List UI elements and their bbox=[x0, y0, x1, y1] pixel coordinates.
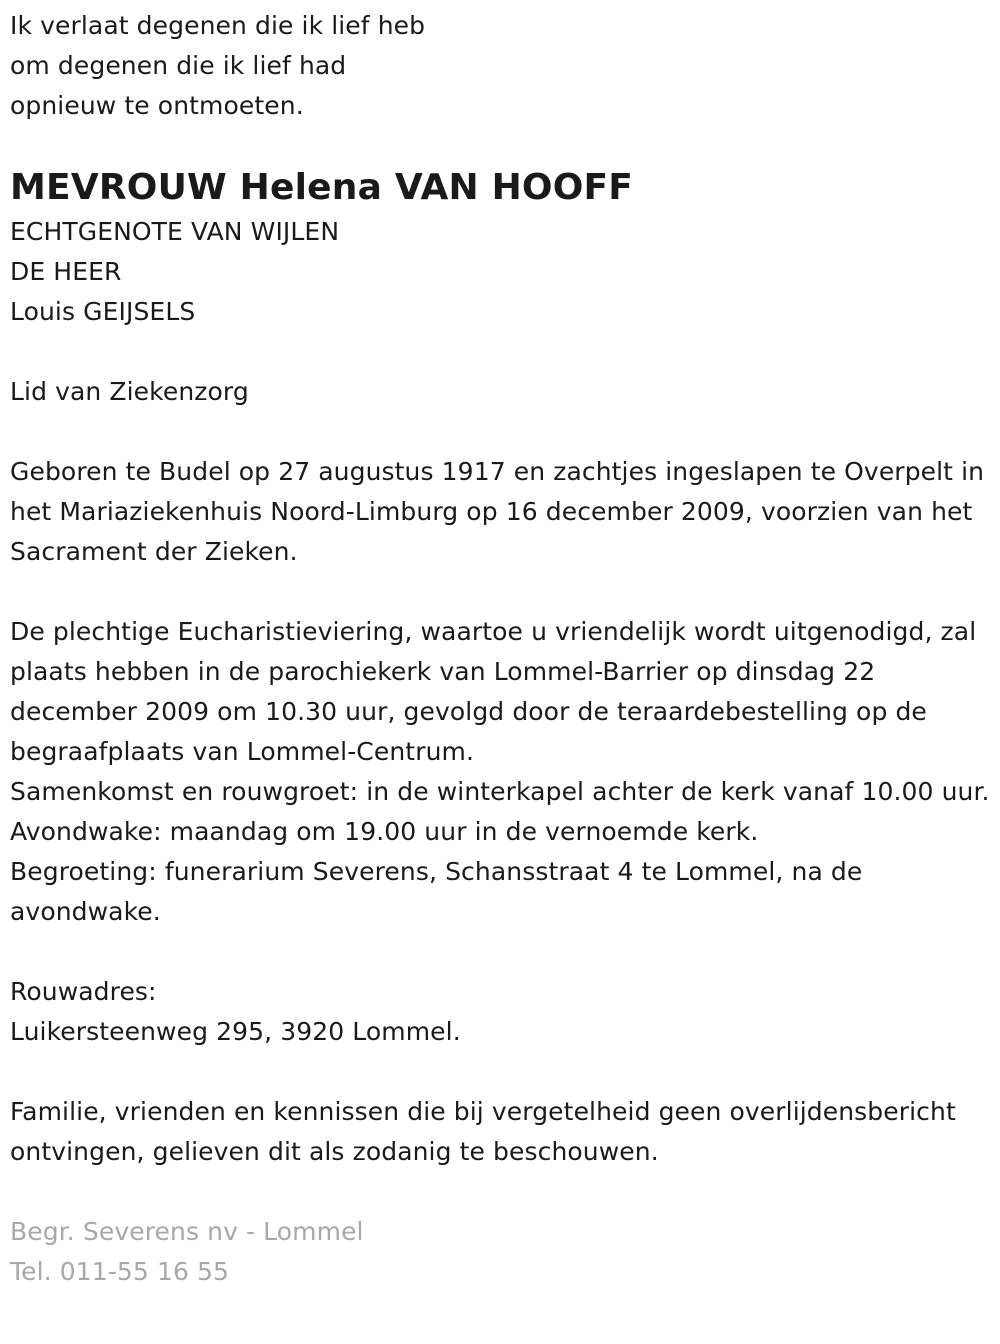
poem-line-3: opnieuw te ontmoeten. bbox=[10, 91, 304, 120]
relation-line-2: DE HEER bbox=[10, 257, 122, 286]
spacer bbox=[10, 932, 994, 972]
spacer bbox=[10, 1172, 994, 1212]
spacer bbox=[10, 126, 994, 165]
deceased-block bbox=[10, 164, 994, 332]
obituary-notice bbox=[10, 6, 994, 1292]
address-value: Luikersteenweg 295, 3920 Lommel. bbox=[10, 1017, 461, 1046]
vigil-paragraph: Avondwake: maandag om 19.00 uur in de vernoemde kerk. bbox=[10, 817, 759, 846]
poem-line-2: om degenen die ik lief had bbox=[10, 51, 347, 80]
address-label: Rouwadres: bbox=[10, 977, 157, 1006]
spacer bbox=[10, 572, 994, 612]
deceased-name: MEVROUW Helena VAN HOOFF bbox=[10, 167, 634, 208]
service-paragraph: De plechtige Eucharistieviering, waartoe u vriendelijk wordt uitgenodigd, zal plaats hebben in de parochiekerk van Lommel-Barrier op dinsdag 22 december 2009 om 10.30 uur, gevolgd door de teraardebestelling op de begraafplaats van Lommel-Centrum. bbox=[10, 617, 977, 766]
membership: Lid van Ziekenzorg bbox=[10, 377, 249, 406]
poem-line-1: Ik verlaat degenen die ik lief heb bbox=[10, 11, 426, 40]
birth-death-paragraph: Geboren te Budel op 27 augustus 1917 en zachtjes ingeslapen te Overpelt in het Mariaziekenhuis Noord-Limburg op 16 december 2009, voorzien van het Sacrament der Zieken. bbox=[10, 457, 985, 566]
spacer bbox=[10, 332, 994, 372]
footer-phone: Tel. 011-55 16 55 bbox=[10, 1257, 230, 1286]
spacer bbox=[10, 1052, 994, 1092]
address-block bbox=[10, 972, 994, 1052]
condolences-paragraph: Begroeting: funerarium Severens, Schansstraat 4 te Lommel, na de avondwake. bbox=[10, 857, 863, 926]
poem bbox=[10, 6, 994, 126]
relation-line-1: ECHTGENOTE VAN WIJLEN bbox=[10, 217, 340, 246]
gathering-paragraph: Samenkomst en rouwgroet: in de winterkapel achter de kerk vanaf 10.00 uur. bbox=[10, 777, 990, 806]
relation-line-3: Louis GEIJSELS bbox=[10, 297, 196, 326]
spacer bbox=[10, 412, 994, 452]
footer-company: Begr. Severens nv - Lommel bbox=[10, 1217, 364, 1246]
ceremony-block bbox=[10, 612, 994, 932]
footer bbox=[10, 1212, 994, 1292]
notice-paragraph: Familie, vrienden en kennissen die bij vergetelheid geen overlijdensbericht ontvingen, gelieven dit als zodanig te beschouwen. bbox=[10, 1097, 956, 1166]
